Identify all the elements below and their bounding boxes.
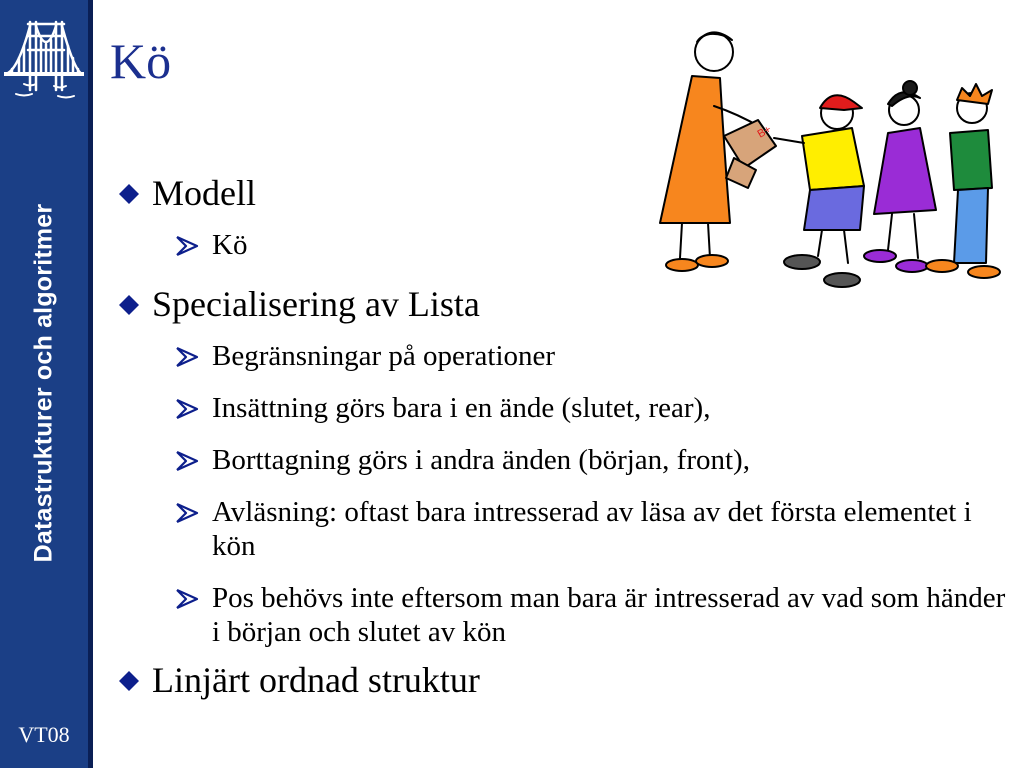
diamond-bullet-icon	[116, 668, 142, 694]
sub-list-item	[174, 581, 1016, 649]
sidebar	[0, 0, 88, 768]
diamond-bullet-icon	[116, 292, 142, 318]
sub-list-item	[174, 495, 1016, 563]
sub-bullet-text: Borttagning görs i andra änden (början, front),	[212, 444, 750, 476]
arrow-bullet-icon	[174, 502, 200, 524]
bullet-list	[116, 172, 1016, 701]
course-code: VT08	[18, 722, 70, 747]
sub-bullet-text: Begränsningar på operationer	[212, 340, 556, 372]
sidebar-divider	[88, 0, 93, 768]
arrow-bullet-icon	[174, 346, 200, 368]
sub-bullet-text: Avläsning: oftast bara intresserad av läsa av det första elementet i kön	[212, 496, 972, 562]
sub-list-item	[174, 391, 1016, 425]
slide-title: Kö	[110, 33, 172, 89]
bullet-text: Modell	[152, 173, 256, 213]
diamond-bullet-icon	[116, 181, 142, 207]
arrow-bullet-icon	[174, 450, 200, 472]
bullet-text: Specialisering av Lista	[152, 284, 480, 324]
arrow-bullet-icon	[174, 235, 200, 257]
bridge-logo-icon	[4, 14, 84, 106]
list-item	[116, 283, 1016, 325]
sub-bullet-text: Pos behövs inte eftersom man bara är intresserad av vad som händer i början och slutet av kön	[212, 582, 1006, 648]
arrow-bullet-icon	[174, 588, 200, 610]
arrow-bullet-icon	[174, 398, 200, 420]
sub-bullet-text: Kö	[212, 229, 248, 261]
list-item	[116, 172, 1016, 214]
sub-bullet-text: Insättning görs bara i en ände (slutet, rear),	[212, 392, 711, 424]
course-vertical-title: Datastrukturer och algoritmer	[29, 203, 58, 563]
sub-list-item	[174, 339, 1016, 373]
svg-text:B+: B+	[755, 123, 774, 141]
sub-list-item	[174, 228, 1016, 262]
list-item	[116, 659, 1016, 701]
bullet-text: Linjärt ordnad struktur	[152, 660, 480, 700]
sub-list-item	[174, 443, 1016, 477]
